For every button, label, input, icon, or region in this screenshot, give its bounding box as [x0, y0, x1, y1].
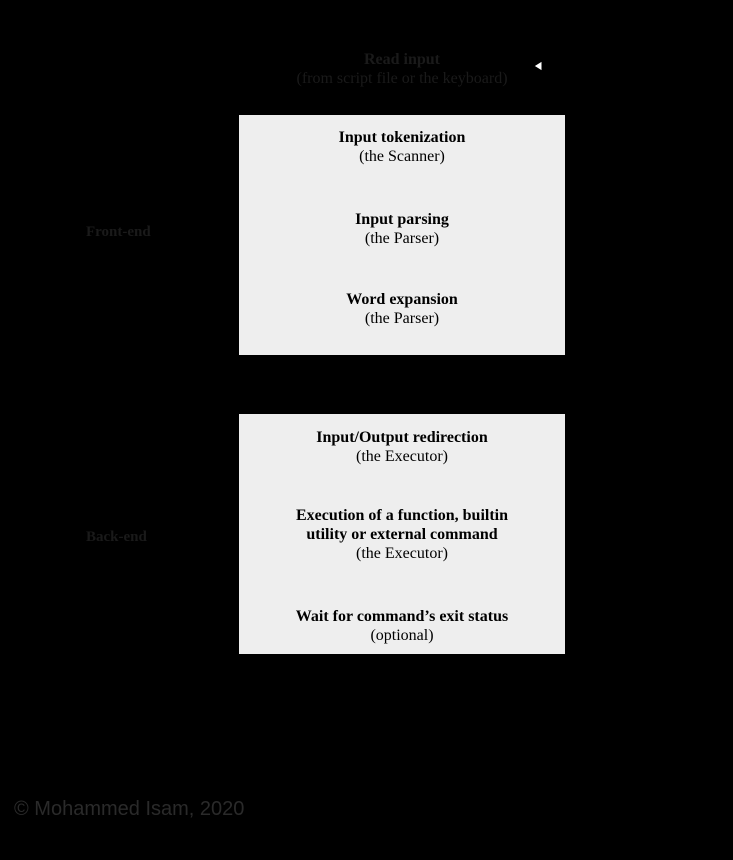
step-title-line2: utility or external command [306, 526, 498, 543]
front-end-label: Front-end [86, 224, 151, 240]
step-wait-exit-status [239, 607, 565, 645]
step-title: Execution of a function, builtin [295, 507, 509, 524]
step-subtitle: (the Parser) [364, 230, 440, 247]
step-subtitle: (optional) [370, 627, 434, 644]
front-end-panel [238, 114, 566, 356]
step-title: Input/Output redirection [316, 429, 488, 446]
step-word-expansion [239, 290, 565, 328]
step-title: Word expansion [346, 291, 458, 308]
step-subtitle: (the Executor) [356, 545, 448, 562]
step-input-tokenization [239, 128, 565, 166]
step-subtitle: (the Executor) [356, 448, 448, 465]
step-input-parsing [239, 210, 565, 248]
step-title: Wait for command’s exit status [295, 608, 509, 625]
read-input-label [262, 50, 542, 88]
step-title: Input tokenization [338, 129, 466, 146]
copyright-text: © Mohammed Isam, 2020 [14, 798, 245, 820]
back-end-panel [238, 413, 566, 655]
step-execution [239, 506, 565, 563]
step-io-redirection [239, 428, 565, 466]
back-end-label: Back-end [86, 529, 147, 545]
step-subtitle: (the Scanner) [359, 148, 445, 165]
step-title: Input parsing [355, 211, 449, 228]
step-subtitle: (the Parser) [364, 310, 440, 327]
read-input-title: Read input [363, 51, 441, 68]
read-input-subtitle: (from script file or the keyboard) [296, 70, 508, 87]
